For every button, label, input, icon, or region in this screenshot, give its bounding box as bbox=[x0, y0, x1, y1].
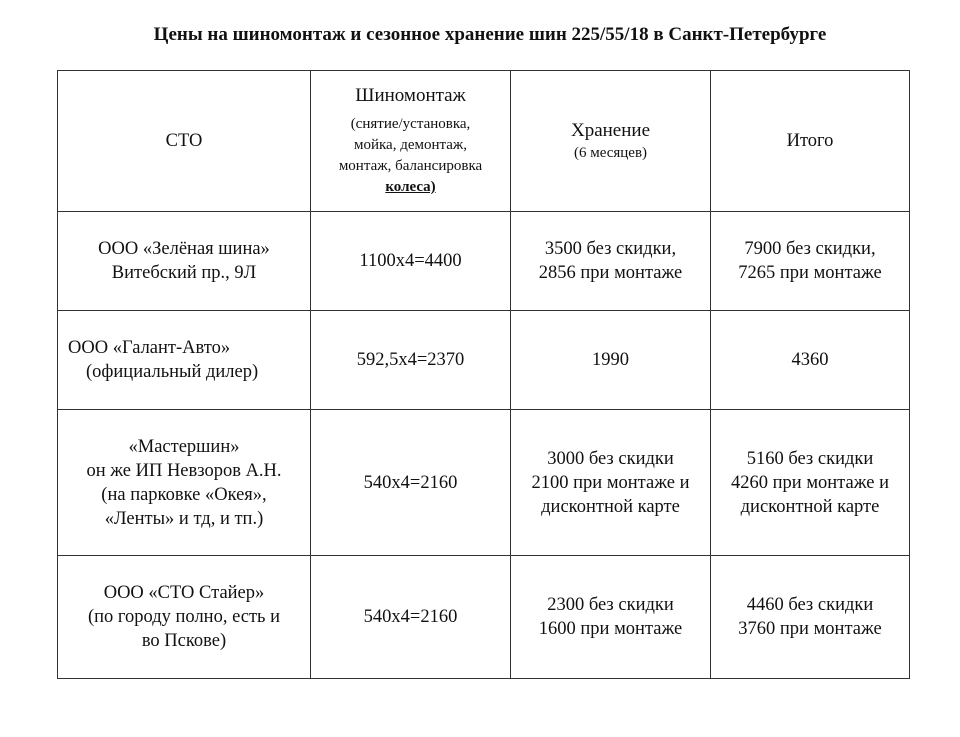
cell-sto-note: (официальный дилер) bbox=[86, 362, 259, 382]
table-row bbox=[58, 311, 910, 410]
cell-sto bbox=[58, 311, 311, 410]
cell-mount: 540х4=2160 bbox=[311, 556, 511, 679]
header-mount-title: Шиномонтаж bbox=[355, 85, 466, 106]
cell-storage: 3000 без скидки 2100 при монтаже и дисконтной карте bbox=[511, 410, 711, 556]
cell-storage: 1990 bbox=[511, 311, 711, 410]
header-storage bbox=[511, 71, 711, 212]
table-row bbox=[58, 212, 910, 311]
cell-sto: «Мастершин» он же ИП Невзоров А.Н. (на парковке «Окея», «Ленты» и тд, и тп.) bbox=[58, 410, 311, 556]
header-mount-subtitle-last: колеса) bbox=[385, 179, 436, 195]
header-storage-title: Хранение bbox=[570, 119, 651, 141]
price-table bbox=[57, 70, 910, 679]
cell-total: 7900 без скидки, 7265 при монтаже bbox=[711, 212, 910, 311]
header-mount bbox=[311, 71, 511, 212]
page-title: Цены на шиномонтаж и сезонное хранение шин 225/55/18 в Санкт-Петербурге bbox=[153, 24, 827, 45]
cell-mount: 592,5х4=2370 bbox=[311, 311, 511, 410]
table-row bbox=[58, 556, 910, 679]
header-total: Итого bbox=[711, 71, 910, 212]
header-storage-subtitle: (6 месяцев) bbox=[573, 144, 648, 161]
cell-total: 4460 без скидки 3760 при монтаже bbox=[711, 556, 910, 679]
cell-sto: ООО «СТО Стайер» (по городу полно, есть и во Пскове) bbox=[58, 556, 311, 679]
table-header-row bbox=[58, 71, 910, 212]
cell-storage: 2300 без скидки 1600 при монтаже bbox=[511, 556, 711, 679]
cell-sto-name: ООО «Галант-Авто» bbox=[68, 338, 231, 358]
table-row bbox=[58, 410, 910, 556]
cell-total: 4360 bbox=[711, 311, 910, 410]
cell-total: 5160 без скидки 4260 при монтаже и дисконтной карте bbox=[711, 410, 910, 556]
header-sto: СТО bbox=[58, 71, 311, 212]
cell-storage: 3500 без скидки, 2856 при монтаже bbox=[511, 212, 711, 311]
header-mount-subtitle: (снятие/установка, мойка, демонтаж, монтаж, балансировка bbox=[338, 116, 483, 174]
cell-mount: 1100х4=4400 bbox=[311, 212, 511, 311]
cell-mount: 540х4=2160 bbox=[311, 410, 511, 556]
cell-sto: ООО «Зелёная шина» Витебский пр., 9Л bbox=[58, 212, 311, 311]
